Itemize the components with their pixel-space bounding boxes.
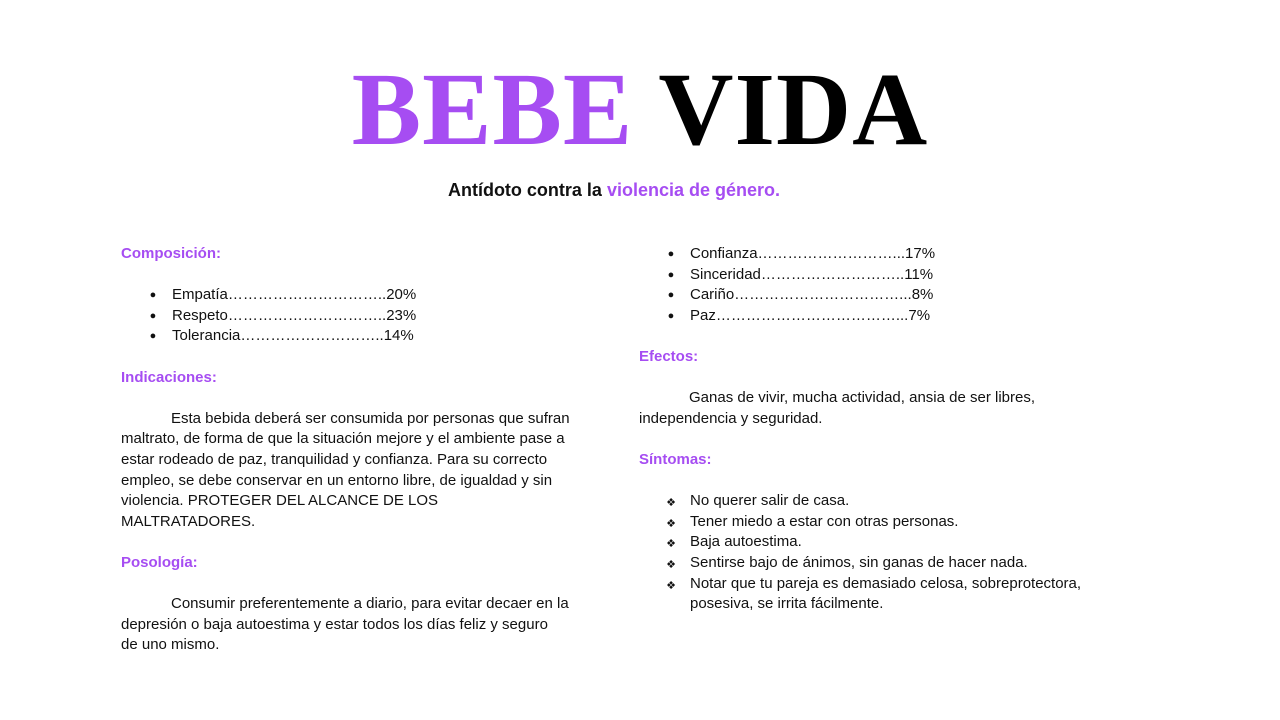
text-line: Consumir preferentemente a diario, para evitar decaer en la (171, 595, 569, 613)
sintoma-item: Baja autoestima. (690, 533, 802, 551)
list-item (639, 285, 1109, 306)
diamond-bullet-icon: ❖ (666, 517, 676, 530)
posologia-text (121, 594, 591, 656)
bullet-icon: ● (149, 330, 157, 343)
composicion-item: Tolerancia………………………..14% (172, 327, 414, 345)
list-item (639, 553, 1109, 574)
sintoma-item: Tener miedo a estar con otras personas. (690, 512, 959, 530)
subtitle (0, 179, 1228, 201)
list-item (121, 326, 591, 347)
title-part-vida: VIDA (658, 52, 929, 167)
diamond-bullet-icon: ❖ (666, 558, 676, 571)
left-column (121, 244, 591, 656)
sintoma-item-continued: posesiva, se irrita fácilmente. (690, 595, 884, 613)
right-column (639, 244, 1109, 615)
text-line: maltrato, de forma de que la situación mejore y el ambiente pase a (121, 430, 565, 448)
composicion-list-continued (639, 244, 1109, 326)
sintoma-item: Sentirse bajo de ánimos, sin ganas de hacer nada. (690, 553, 1028, 571)
bullet-icon: ● (149, 289, 157, 302)
title-part-bebe: BEBE (351, 52, 634, 167)
composicion-item: Confianza………………………...17% (690, 245, 936, 262)
page-title (0, 50, 1280, 170)
bullet-icon: ● (667, 289, 675, 302)
composicion-item: Cariño……………………………...8% (690, 286, 934, 304)
indicaciones-heading: Indicaciones: (121, 368, 217, 386)
text-line: Ganas de vivir, mucha actividad, ansia de ser libres, (689, 389, 1036, 407)
text-line: de uno mismo. (121, 636, 220, 654)
list-item (639, 574, 1109, 615)
composicion-item: Sinceridad………………………..11% (690, 265, 934, 283)
subtitle-accent: violencia de género. (606, 180, 781, 200)
bullet-icon: ● (667, 309, 675, 322)
sintoma-item: Notar que tu pareja es demasiado celosa, sobreprotectora, (690, 574, 1082, 592)
sintomas-list (639, 491, 1109, 615)
text-line: Esta bebida deberá ser consumida por personas que sufran (171, 409, 570, 427)
composicion-item: Respeto…………………………..23% (172, 306, 417, 324)
indicaciones-text (121, 409, 591, 533)
bullet-icon: ● (667, 248, 675, 260)
efectos-text (639, 388, 1109, 429)
list-item (639, 265, 1109, 286)
text-line: depresión o baja autoestima y estar todos los días feliz y seguro (121, 615, 548, 633)
text-line: independencia y seguridad. (639, 409, 823, 427)
text-line: empleo, se debe conservar en un entorno libre, de igualdad y sin (121, 471, 553, 489)
list-item (639, 491, 1109, 512)
sintoma-item: No querer salir de casa. (690, 492, 850, 510)
subtitle-text: Antídoto contra la (447, 180, 602, 200)
bullet-icon: ● (667, 268, 675, 281)
composicion-item: Paz………………………………...7% (690, 306, 931, 324)
list-item (639, 512, 1109, 533)
list-item (639, 306, 1109, 327)
composicion-list (121, 285, 591, 347)
composicion-item: Empatía…………………………..20% (172, 286, 417, 304)
text-line: MALTRATADORES. (121, 512, 256, 530)
sintomas-heading: Síntomas: (639, 450, 712, 468)
list-item (121, 285, 591, 306)
list-item (639, 532, 1109, 553)
text-line: violencia. PROTEGER DEL ALCANCE DE LOS (121, 492, 439, 510)
bullet-icon: ● (149, 309, 157, 322)
diamond-bullet-icon: ❖ (666, 497, 676, 510)
list-item (639, 244, 1109, 265)
text-line: estar rodeado de paz, tranquilidad y confianza. Para su correcto (121, 450, 548, 468)
list-item (121, 306, 591, 327)
composicion-heading: Composición: (121, 245, 221, 262)
diamond-bullet-icon: ❖ (666, 538, 676, 551)
diamond-bullet-icon: ❖ (666, 579, 676, 592)
efectos-heading: Efectos: (639, 347, 699, 365)
posologia-heading: Posología: (121, 553, 198, 571)
